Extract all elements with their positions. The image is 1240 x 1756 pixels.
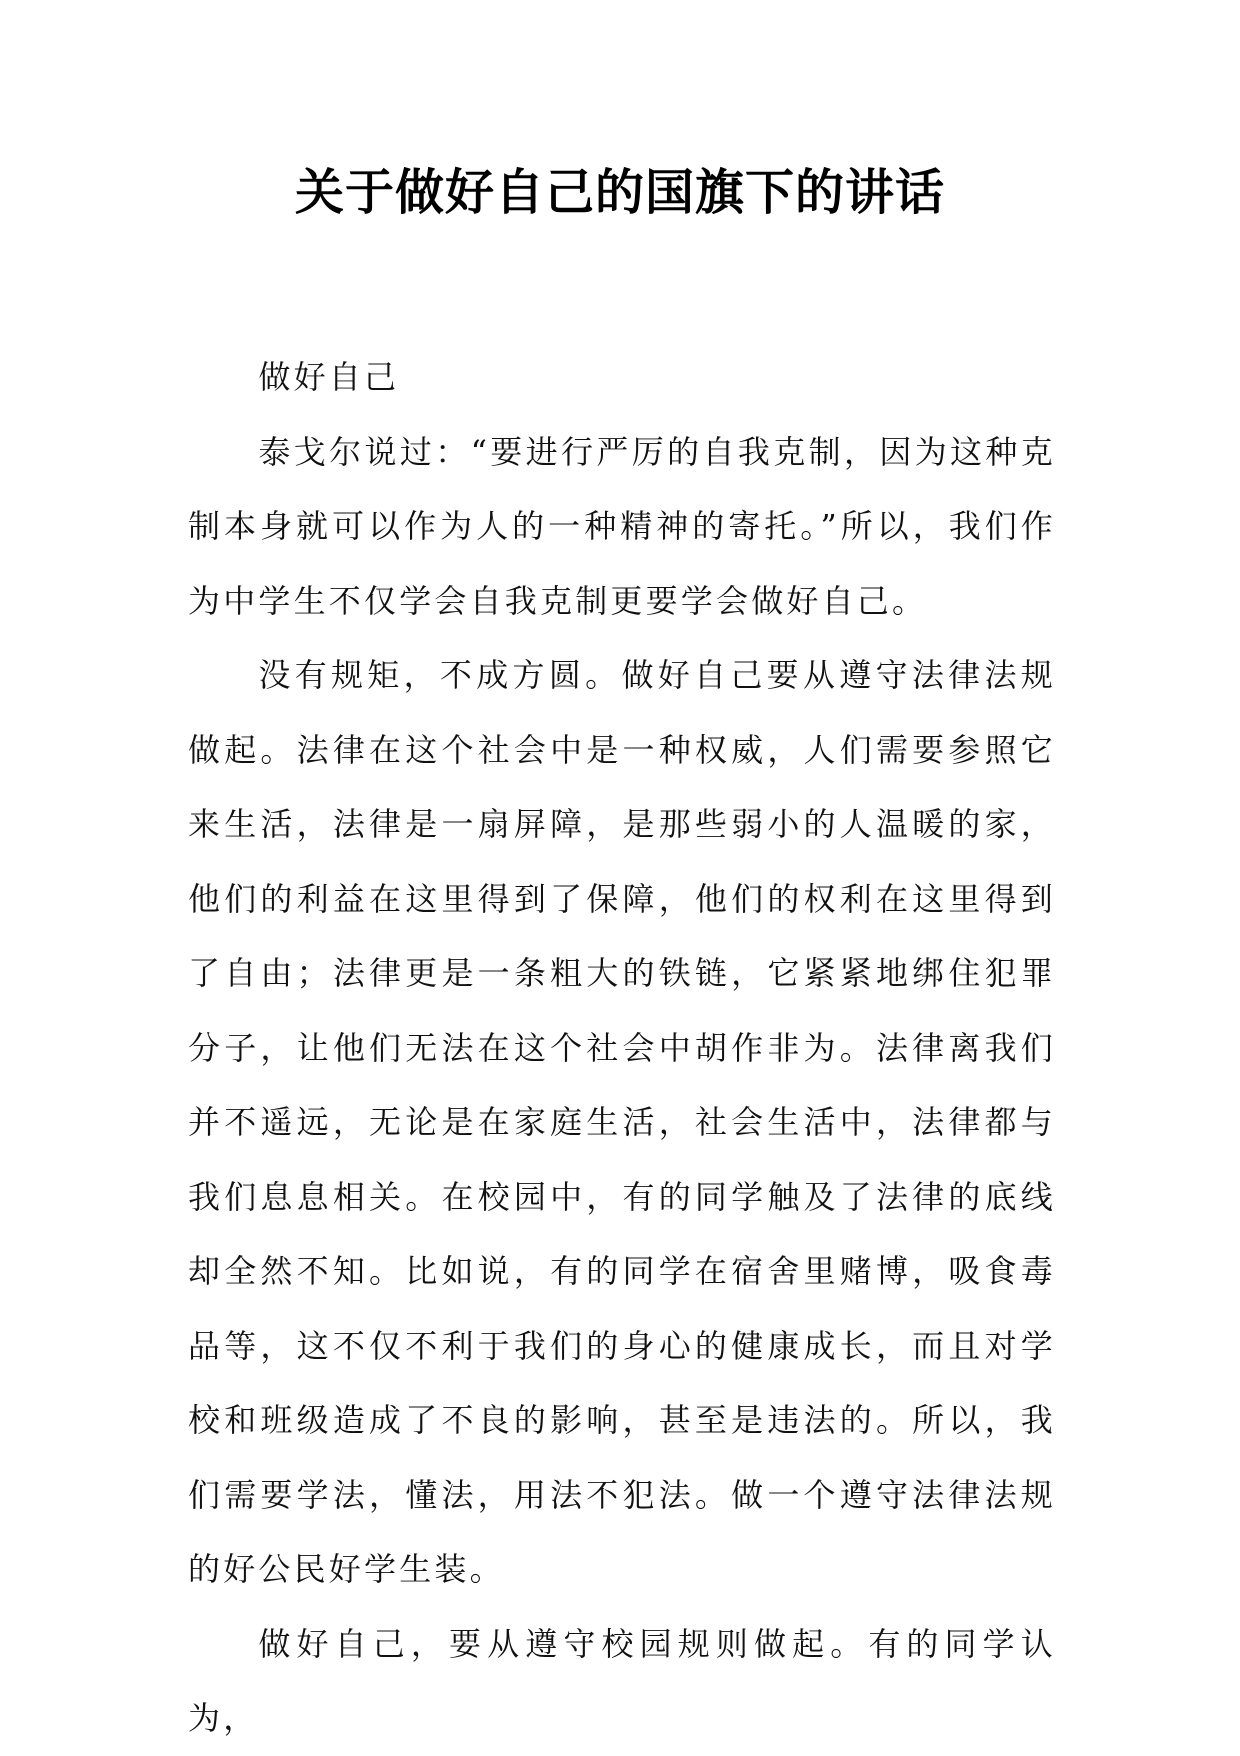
paragraph-heading: 做好自己: [258, 358, 400, 396]
document-title: 关于做好自己的国旗下的讲话: [294, 164, 945, 221]
document-body: [188, 340, 1056, 1756]
paragraph: 做好自己，要从遵守校园规则做起。有的同学认为，: [188, 1624, 1056, 1737]
paragraph: 没有规矩，不成方圆。做好自己要从遵守法律法规做起。法律在这个社会中是一种权威，人们需要参照它来生活，法律是一扇屏障，是那些弱小的人温暖的家，他们的利益在这里得到了保障，他们的权利在这里得到了自由；法律更是一条粗大的铁链，它紧紧地绑住犯罪分子，让他们无法在这个社会中胡作非为。法律离我们并不遥远，无论是在家庭生活，社会生活中，法律都与我们息息相关。在校园中，有的同学触及了法律的底线却全然不知。比如说，有的同学在宿舍里赌博，吸食毒品等，这不仅不利于我们的身心的健康成长，而且对学校和班级造成了不良的影响，甚至是违法的。所以，我们需要学法，懂法，用法不犯法。做一个遵守法律法规的好公民好学生装。: [188, 656, 1056, 1588]
paragraph: 泰戈尔说过：“要进行严厉的自我克制，因为这种克制本身就可以作为人的一种精神的寄托。”所以，我们作为中学生不仅学会自我克制更要学会做好自己。: [188, 432, 1056, 620]
